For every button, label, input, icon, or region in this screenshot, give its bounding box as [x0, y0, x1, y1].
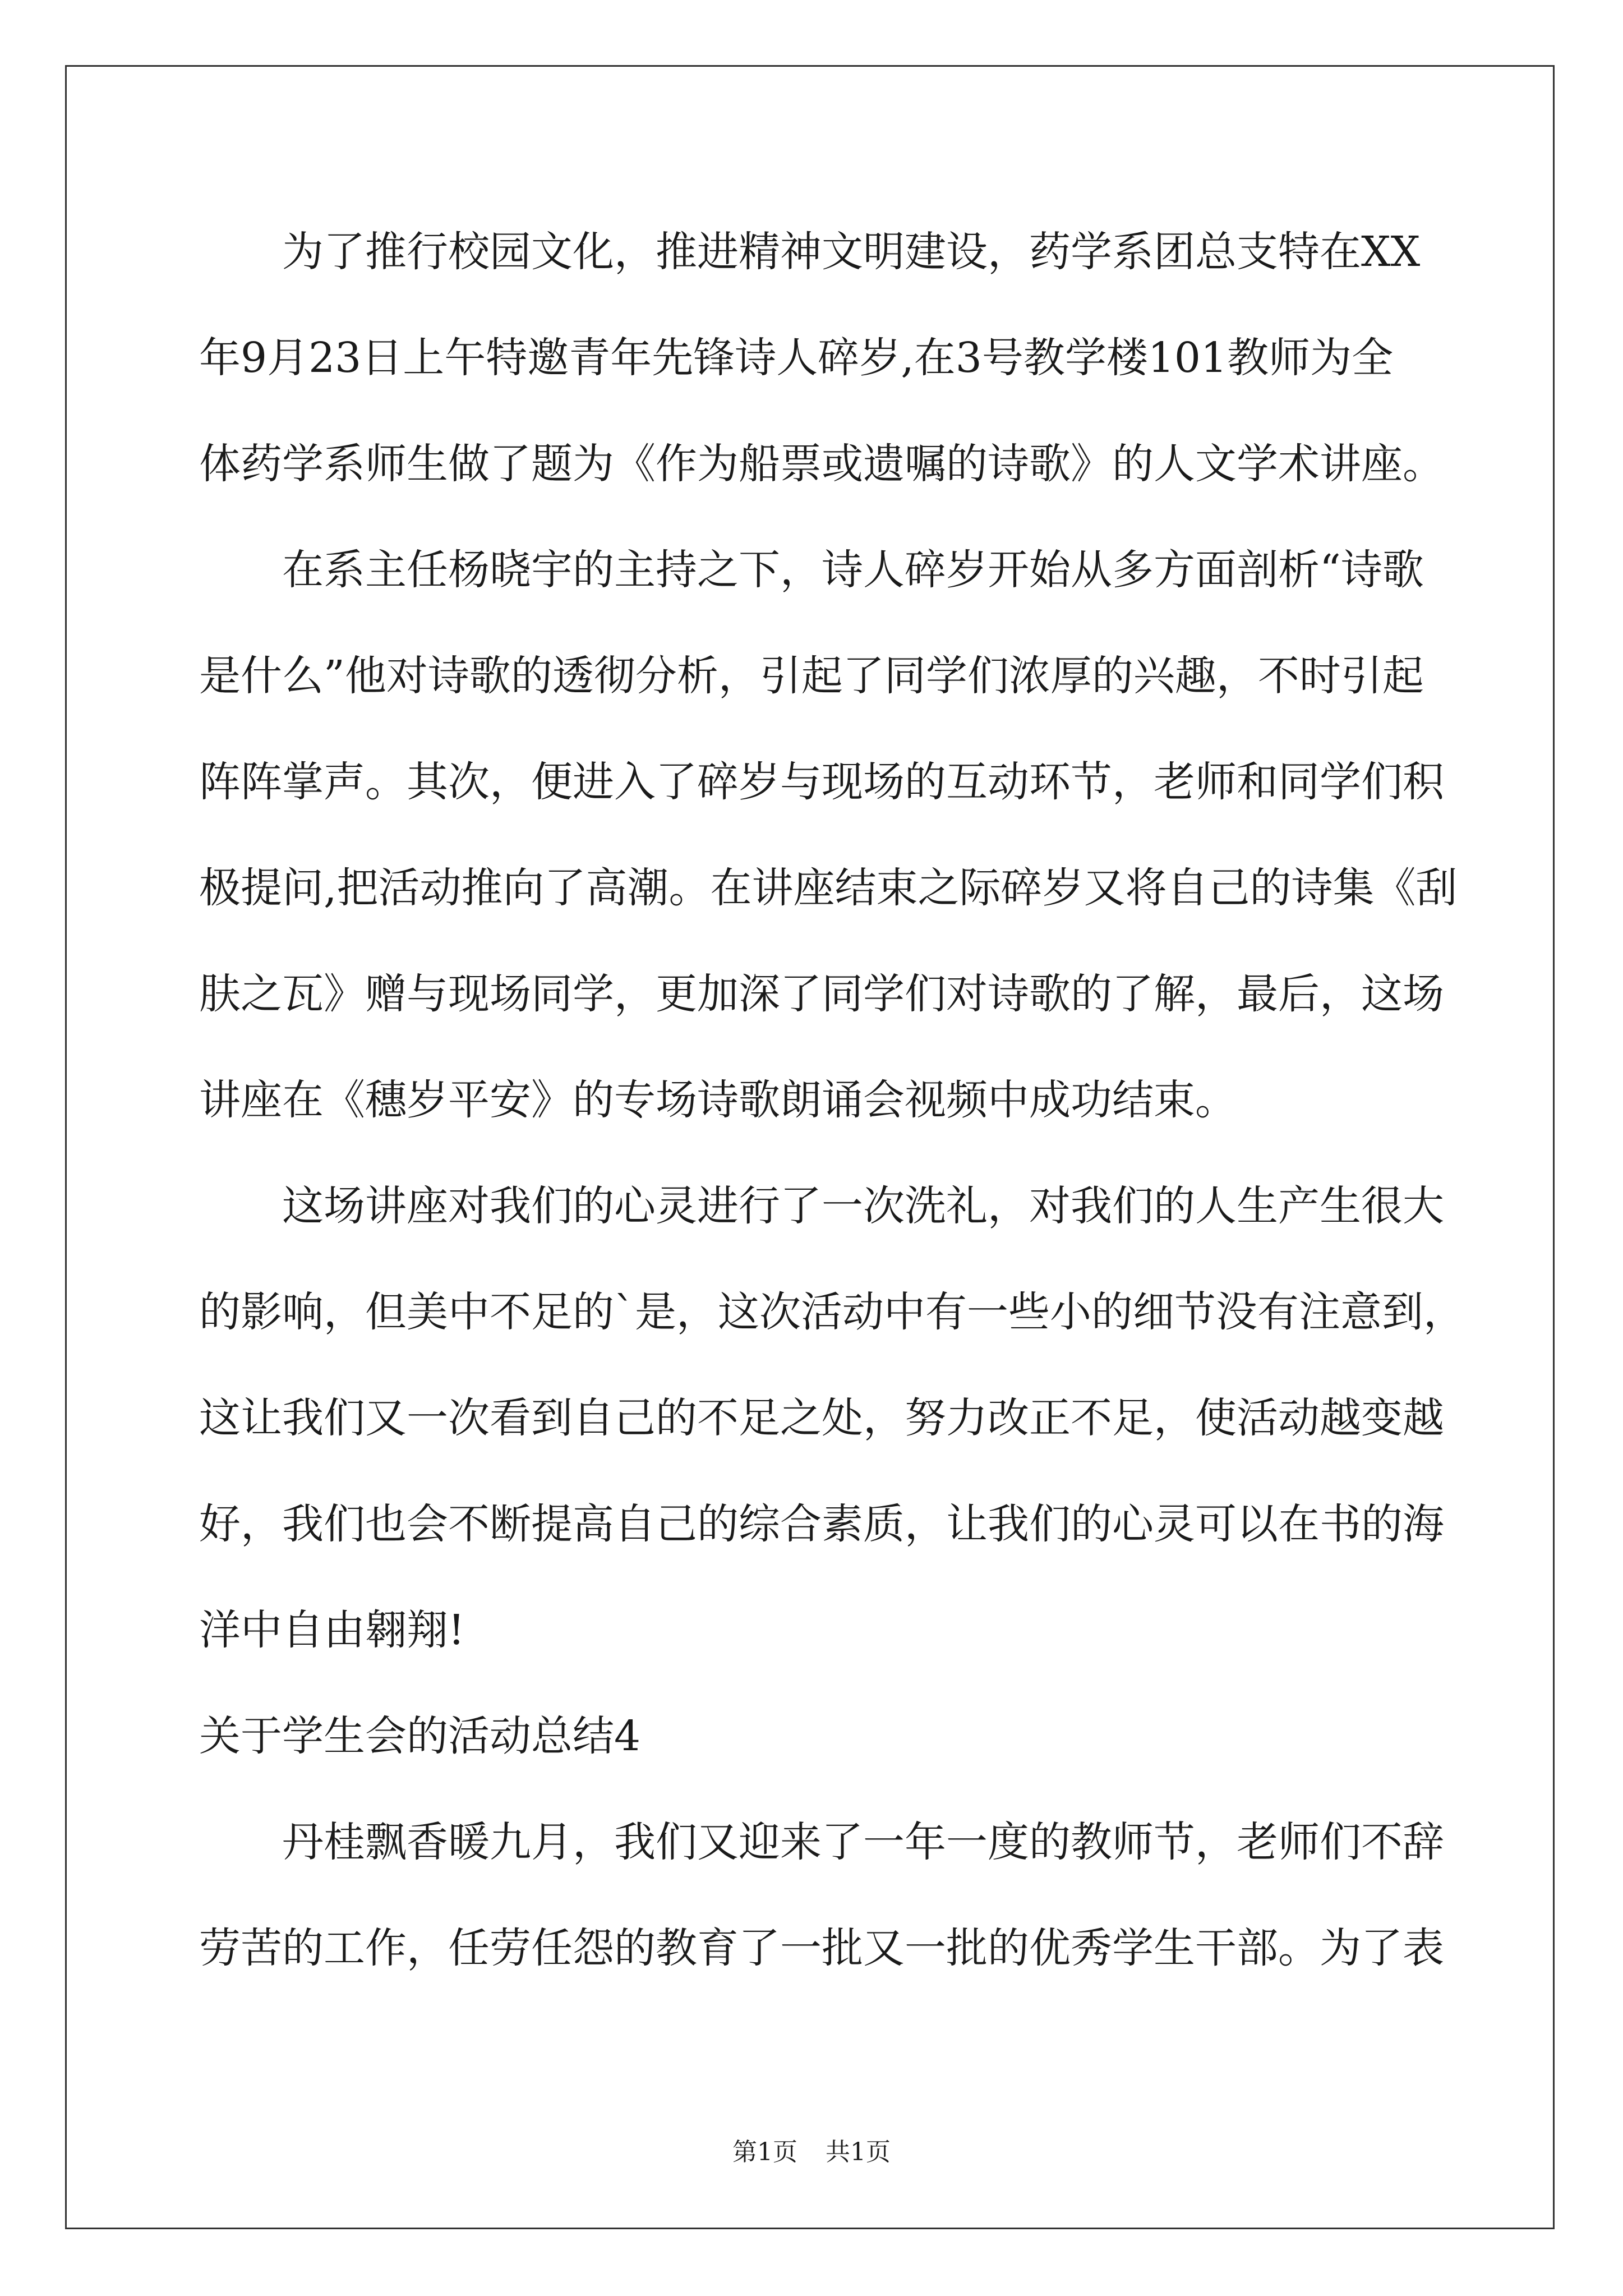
paragraph-3-line-4: 好，我们也会不断提高自己的综合素质，让我们的心灵可以在书的海: [199, 1500, 1444, 1548]
page-footer: [0, 2132, 1623, 2168]
paragraph-2-line-6: 讲座在《穗岁平安》的专场诗歌朗诵会视频中成功结束。: [199, 1076, 1237, 1124]
paragraph-2-line-4: 极提问,把活动推向了高潮。在讲座结束之际碎岁又将自己的诗集《刮: [199, 864, 1458, 912]
paragraph-4-line-1: 丹桂飘香暖九月，我们又迎来了一年一度的教师节，老师们不辞: [282, 1818, 1444, 1866]
paragraph-2-line-3: 阵阵掌声。其次，便进入了碎岁与现场的互动环节，老师和同学们积: [199, 758, 1444, 806]
page-number-current: 第1页: [732, 2138, 797, 2166]
paragraph-1-line-1: 为了推行校园文化，推进精神文明建设，药学系团总支特在XX: [282, 228, 1421, 276]
paragraph-3-line-2: 的影响，但美中不足的`是，这次活动中有一些小的细节没有注意到，: [199, 1288, 1465, 1336]
paragraph-3-line-1: 这场讲座对我们的心灵进行了一次洗礼，对我们的人生产生很大: [282, 1182, 1444, 1230]
paragraph-2-line-5: 肤之瓦》赠与现场同学，更加深了同学们对诗歌的了解，最后，这场: [199, 970, 1444, 1018]
document-body: [199, 199, 1465, 2001]
page-number-total: 共1页: [826, 2138, 891, 2166]
paragraph-2-line-1: 在系主任杨晓宇的主持之下，诗人碎岁开始从多方面剖析“诗歌: [282, 546, 1424, 594]
paragraph-1-line-3: 体药学系师生做了题为《作为船票或遗嘱的诗歌》的人文学术讲座。: [199, 440, 1444, 488]
paragraph-3-line-3: 这让我们又一次看到自己的不足之处，努力改正不足，使活动越变越: [199, 1394, 1444, 1442]
paragraph-1-line-2: 年9月23日上午特邀青年先锋诗人碎岁,在3号教学楼101教师为全: [199, 334, 1394, 382]
section-heading: 关于学生会的活动总结4: [199, 1712, 641, 1760]
paragraph-2-line-2: 是什么”他对诗歌的透彻分析，引起了同学们浓厚的兴趣，不时引起: [199, 652, 1424, 700]
paragraph-4-line-2: 劳苦的工作，任劳任怨的教育了一批又一批的优秀学生干部。为了表: [199, 1924, 1444, 1972]
paragraph-3-line-5: 洋中自由翱翔!: [199, 1606, 465, 1654]
